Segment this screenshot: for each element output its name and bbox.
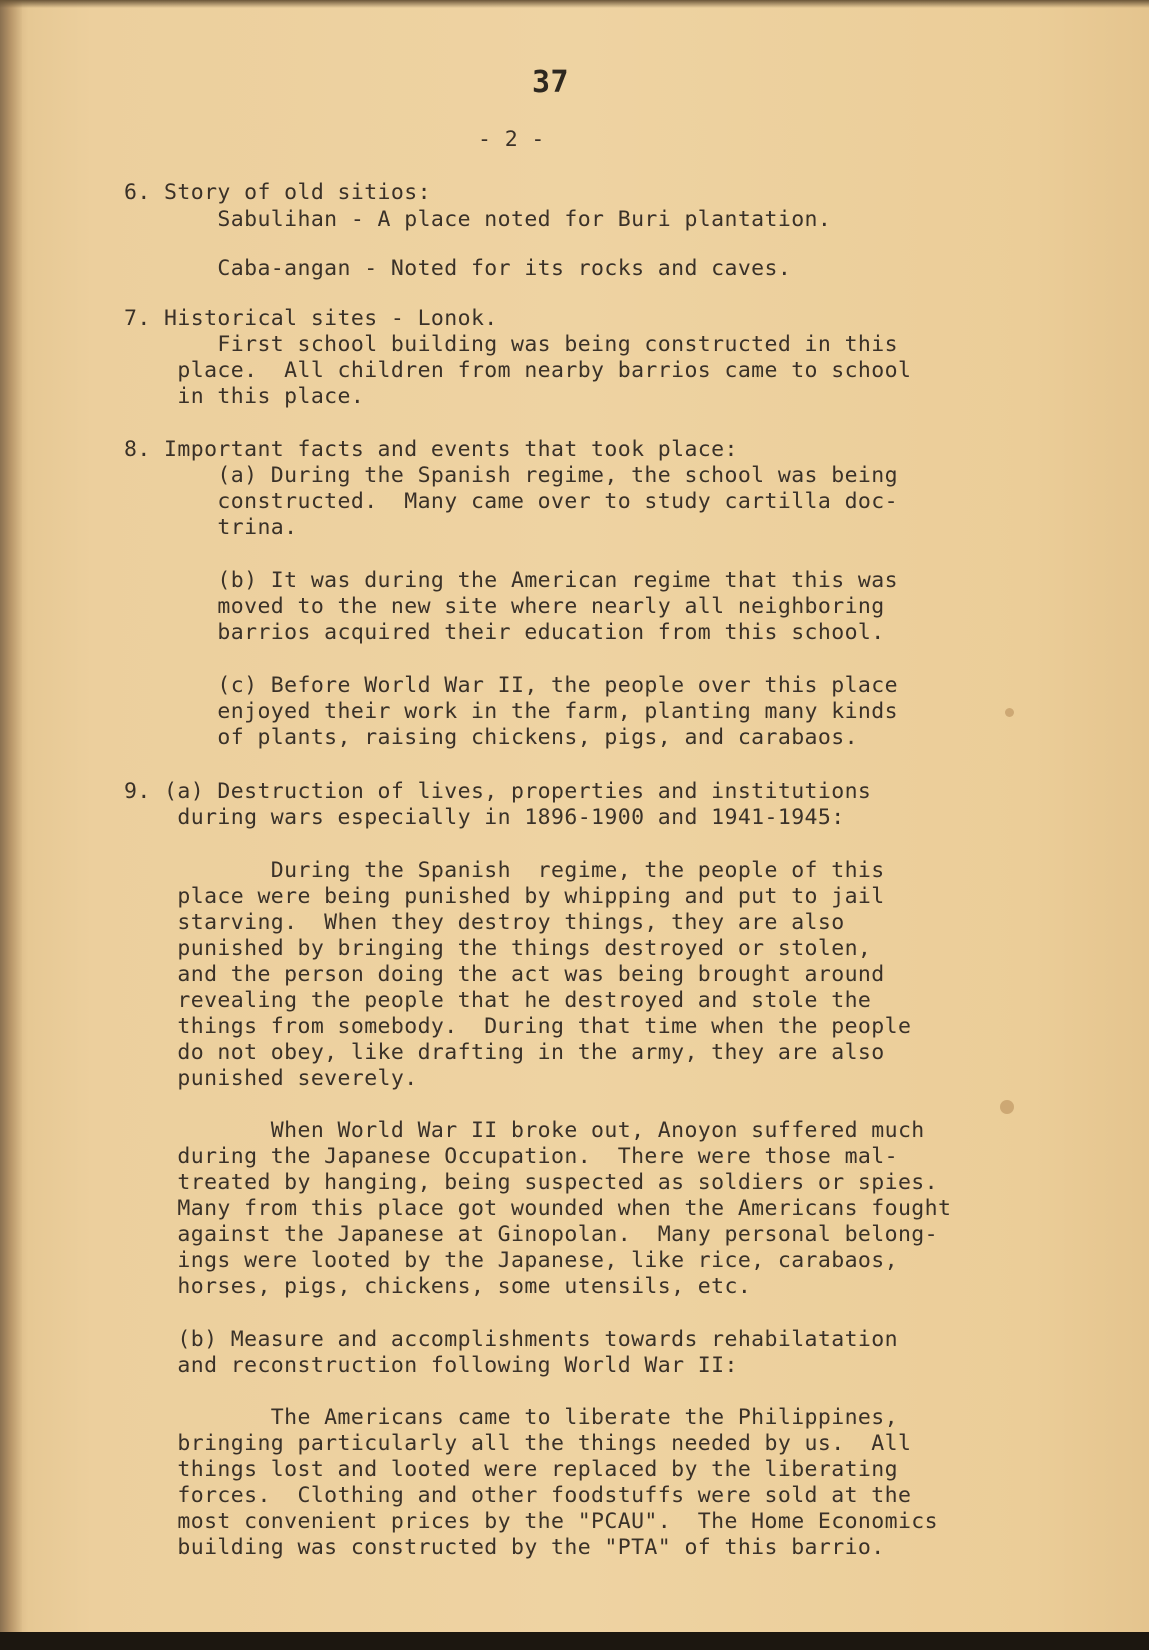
- text-line: during wars especially in 1896-1900 and 1941-1945:: [124, 805, 845, 830]
- text-line: The Americans came to liberate the Philippines,: [124, 1405, 898, 1430]
- text-line: First school building was being constructed in this: [124, 332, 898, 357]
- text-line: things lost and looted were replaced by the liberating: [124, 1457, 898, 1482]
- text-line: place. All children from nearby barrios came to school: [124, 358, 912, 383]
- ink-smudge: [1005, 708, 1014, 717]
- text-line: and the person doing the act was being brought around: [124, 962, 885, 987]
- text-line: Sabulihan - A place noted for Buri plantation.: [124, 207, 832, 232]
- text-line: during the Japanese Occupation. There were those mal-: [124, 1144, 898, 1169]
- text-line: against the Japanese at Ginopolan. Many personal belong-: [124, 1222, 938, 1247]
- binding-edge: [0, 0, 22, 1632]
- text-line: revealing the people that he destroyed and stole the: [124, 988, 872, 1013]
- text-line: horses, pigs, chickens, some utensils, etc.: [124, 1274, 752, 1299]
- text-line: ings were looted by the Japanese, like rice, carabaos,: [124, 1248, 898, 1273]
- text-line: building was constructed by the "PTA" of this barrio.: [124, 1535, 885, 1560]
- text-line: starving. When they destroy things, they are also: [124, 910, 845, 935]
- page-stamp-number: 37: [532, 65, 569, 100]
- text-line: (b) It was during the American regime that this was: [124, 568, 898, 593]
- text-line: During the Spanish regime, the people of this: [124, 858, 885, 883]
- text-line: (a) During the Spanish regime, the school was being: [124, 463, 898, 488]
- text-line: 9. (a) Destruction of lives, properties and institutions: [124, 779, 872, 804]
- text-line: forces. Clothing and other foodstuffs were sold at the: [124, 1483, 912, 1508]
- text-line: (b) Measure and accomplishments towards rehabilatation: [124, 1327, 898, 1352]
- text-line: (c) Before World War II, the people over this place: [124, 673, 898, 698]
- text-line: Many from this place got wounded when the Americans fought: [124, 1196, 952, 1221]
- text-line: and reconstruction following World War II:: [124, 1353, 738, 1378]
- text-line: most convenient prices by the "PCAU". The Home Economics: [124, 1509, 938, 1534]
- ink-smudge: [1000, 1100, 1014, 1114]
- text-line: do not obey, like drafting in the army, they are also: [124, 1040, 885, 1065]
- text-line: 6. Story of old sitios:: [124, 180, 431, 205]
- text-line: 8. Important facts and events that took place:: [124, 437, 738, 462]
- text-line: trina.: [124, 515, 298, 540]
- sub-page-number: - 2 -: [478, 127, 545, 152]
- text-line: in this place.: [124, 384, 365, 409]
- text-line: place were being punished by whipping and put to jail: [124, 884, 885, 909]
- text-line: barrios acquired their education from this school.: [124, 620, 885, 645]
- top-shadow: [0, 0, 1149, 8]
- text-line: enjoyed their work in the farm, planting many kinds: [124, 699, 898, 724]
- text-line: treated by hanging, being suspected as soldiers or spies.: [124, 1170, 938, 1195]
- text-line: of plants, raising chickens, pigs, and carabaos.: [124, 725, 858, 750]
- text-line: Caba-angan - Noted for its rocks and caves.: [124, 256, 792, 281]
- text-line: things from somebody. During that time when the people: [124, 1014, 912, 1039]
- text-line: punished by bringing the things destroyed or stolen,: [124, 936, 872, 961]
- page-bottom-edge: [0, 1632, 1149, 1650]
- text-line: When World War II broke out, Anoyon suffered much: [124, 1118, 925, 1143]
- text-line: constructed. Many came over to study cartilla doc-: [124, 489, 898, 514]
- text-line: punished severely.: [124, 1066, 418, 1091]
- text-line: moved to the new site where nearly all neighboring: [124, 594, 885, 619]
- text-line: 7. Historical sites - Lonok.: [124, 306, 498, 331]
- text-line: bringing particularly all the things needed by us. All: [124, 1431, 912, 1456]
